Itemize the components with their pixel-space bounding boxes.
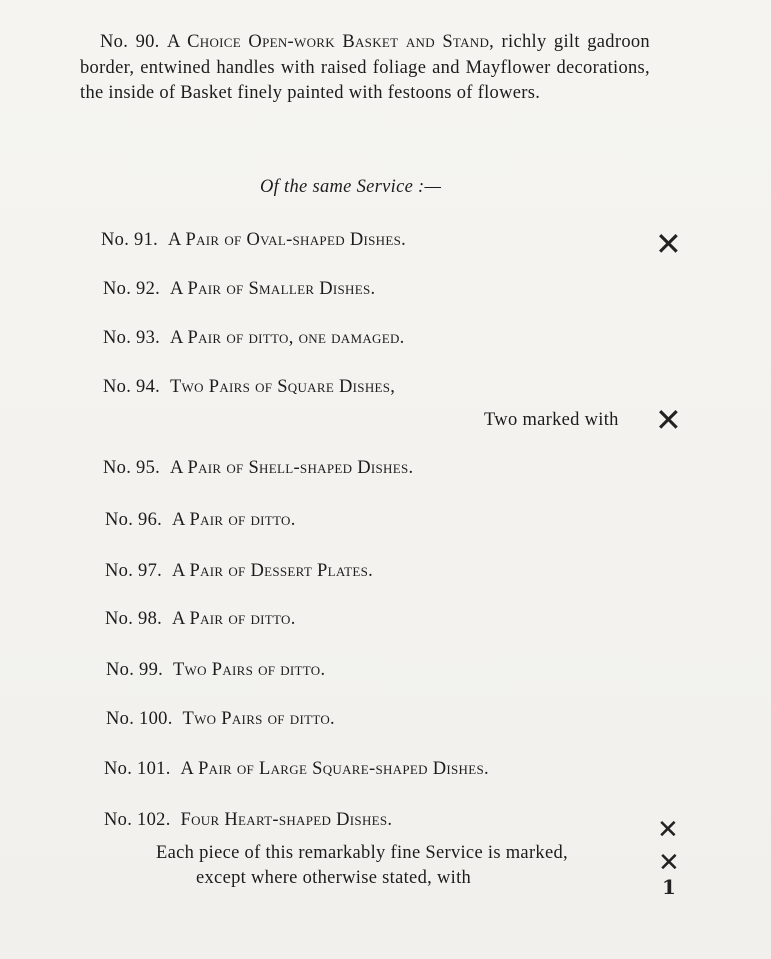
lot-93 <box>103 328 405 349</box>
lot-94 <box>103 377 395 398</box>
lot-description: A Pair of ditto, one damaged. <box>169 328 405 348</box>
lot-number: No. 101. <box>104 759 171 779</box>
mark-numeral-icon: 1 <box>662 875 676 899</box>
lot-102 <box>104 810 392 831</box>
lot-description: A Pair of Dessert Plates. <box>171 561 374 581</box>
lot-number: No. 96. <box>105 510 163 530</box>
lot-number: No. 94. <box>103 377 161 397</box>
lot-94-note: Two marked with <box>484 410 619 430</box>
lot-number: No. 93. <box>103 328 161 348</box>
lot-number: No. 91. <box>101 230 159 250</box>
footer-line-2: except where otherwise stated, with <box>196 868 472 888</box>
lot-90-title: A Choice Open-work Basket and Stand, <box>167 32 495 52</box>
lot-number: No. 98. <box>105 609 163 629</box>
lot-90-body: richly gilt gadroon border, entwined handles with raised foliage and Mayflower decorations, the inside of Basket finely painted with festoons of flowers. <box>80 32 650 103</box>
footer-line-1: Each piece of this remarkably fine Service is marked, <box>156 843 568 863</box>
lot-number: No. 97. <box>105 561 163 581</box>
lot-number: No. 99. <box>106 660 164 680</box>
cross-mark-icon: ✕ <box>658 848 680 878</box>
lot-number: No. 102. <box>104 810 171 830</box>
lot-description: A Pair of Smaller Dishes. <box>169 279 376 299</box>
cross-mark-icon: ✕ <box>657 815 679 845</box>
cross-mark-icon: ✕ <box>655 225 682 263</box>
lot-100 <box>106 709 335 730</box>
lot-number: No. 92. <box>103 279 161 299</box>
lot-description: Two Pairs of ditto. <box>182 709 335 729</box>
lot-90-number: No. 90. <box>100 32 160 52</box>
cross-mark-icon: ✕ <box>655 401 682 439</box>
lot-101 <box>104 759 489 780</box>
lot-97 <box>105 561 373 582</box>
lot-99 <box>106 660 325 681</box>
lot-description: A Pair of Shell-shaped Dishes. <box>169 458 414 478</box>
lot-90-paragraph <box>80 30 650 107</box>
lot-95 <box>103 458 413 479</box>
lot-98 <box>105 609 296 630</box>
lot-description: Two Pairs of Square Dishes, <box>169 377 396 397</box>
same-service-heading: Of the same Service :— <box>260 177 442 197</box>
lot-92 <box>103 279 375 300</box>
lot-number: No. 95. <box>103 458 161 478</box>
lot-description: A Pair of ditto. <box>171 609 296 629</box>
lot-96 <box>105 510 296 531</box>
lot-description: Two Pairs of ditto. <box>172 660 326 680</box>
lot-description: A Pair of ditto. <box>171 510 296 530</box>
lot-description: A Pair of Oval-shaped Dishes. <box>167 230 407 250</box>
lot-91 <box>101 230 406 251</box>
lot-description: Four Heart-shaped Dishes. <box>180 810 393 830</box>
lot-description: A Pair of Large Square-shaped Dishes. <box>180 759 489 779</box>
lot-number: No. 100. <box>106 709 173 729</box>
